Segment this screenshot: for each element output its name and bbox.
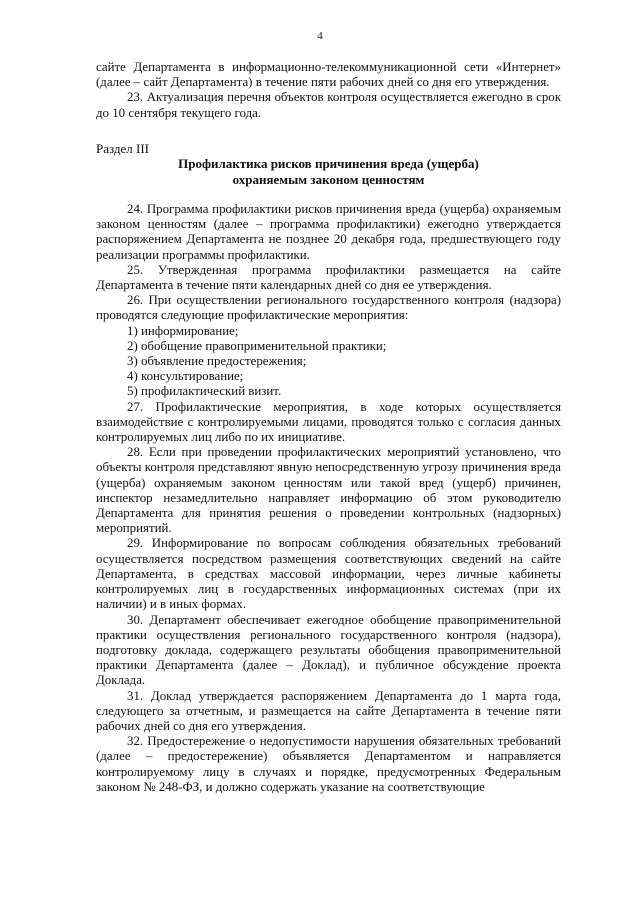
list-item: 5) профилактический визит. bbox=[127, 384, 282, 399]
paragraph-23: 23. Актуализация перечня объектов контроля осуществляется ежегодно в срок до 10 сентября текущего года. bbox=[96, 90, 561, 120]
section-heading-line-2: охраняемым законом ценностям bbox=[232, 171, 425, 187]
list-item: 4) консультирование; bbox=[127, 369, 244, 384]
section-label: Раздел III bbox=[96, 140, 150, 156]
paragraph-25: 25. Утвержденная программа профилактики размещается на сайте Департамента в течение пяти календарных дней со дня ее утверждения. bbox=[96, 262, 561, 293]
section-heading bbox=[96, 156, 561, 187]
paragraph-29: 29. Информирование по вопросам соблюдения обязательных требований осуществляется посредством размещения соответствующих сведений на сайте Департамента, в средствах массовой информации, через личные кабинеты контролируемых лиц в государственных информационных системах (при их наличии) и в иных формах. bbox=[96, 536, 561, 612]
paragraph-continuation: сайте Департамента в информационно-телекоммуникационной сети «Интернет» (далее – сайт Департамента) в течение пяти рабочих дней со дня его утверждения. bbox=[96, 60, 561, 90]
paragraph-27: 27. Профилактические мероприятия, в ходе которых осуществляется взаимодействие с контролируемыми лицами, проводятся только с согласия данных контролируемых лиц либо по их инициативе. bbox=[96, 399, 561, 445]
list-item: 1) информирование; bbox=[127, 323, 239, 338]
page-number: 4 bbox=[317, 30, 323, 42]
list-item: 2) обобщение правоприменительной практики; bbox=[127, 338, 387, 353]
paragraph-32: 32. Предостережение о недопустимости нарушения обязательных требований (далее – предостережение) объявляется Департаментом и направляется контролируемому лицу в случаях и порядке, предусмотренных Федеральным законом № 248-ФЗ, и должно содержать указание на соответствующие bbox=[96, 734, 561, 794]
paragraph-28: 28. Если при проведении профилактических мероприятий установлено, что объекты контроля представляют явную непосредственную угрозу причинения вреда (ущерба) охраняемым законом ценностям или такой вред (ущерб) причинен, инспектор незамедлительно направляет информацию об этом руководителю Департамента для принятия решения о проведении контрольных (надзорных) мероприятий. bbox=[96, 445, 561, 536]
paragraph-30: 30. Департамент обеспечивает ежегодное обобщение правоприменительной практики осуществления регионального государственного контроля (надзора), подготовку доклада, содержащего результаты обобщения правоприменительной практики Департамента (далее – Доклад), и публичное обсуждение проекта Доклада. bbox=[96, 612, 561, 688]
paragraph-24: 24. Программа профилактики рисков причинения вреда (ущерба) охраняемым законом ценностям (далее – программа профилактики) ежегодно утверждается распоряжением Департамента не позднее 20 декабря года, предшествующего году реализации программы профилактики. bbox=[96, 202, 561, 262]
list-item: 3) объявление предостережения; bbox=[127, 354, 307, 369]
paragraph-26: 26. При осуществлении регионального государственного контроля (надзора) проводятся следующие профилактические мероприятия: bbox=[96, 293, 561, 323]
document-body bbox=[96, 60, 561, 795]
section-heading-line-1: Профилактика рисков причинения вреда (ущерба) bbox=[178, 156, 479, 172]
paragraph-31: 31. Доклад утверждается распоряжением Департамента до 1 марта года, следующего за отчетным, и размещается на сайте Департамента в течение пяти рабочих дней со дня его утверждения. bbox=[96, 688, 561, 733]
